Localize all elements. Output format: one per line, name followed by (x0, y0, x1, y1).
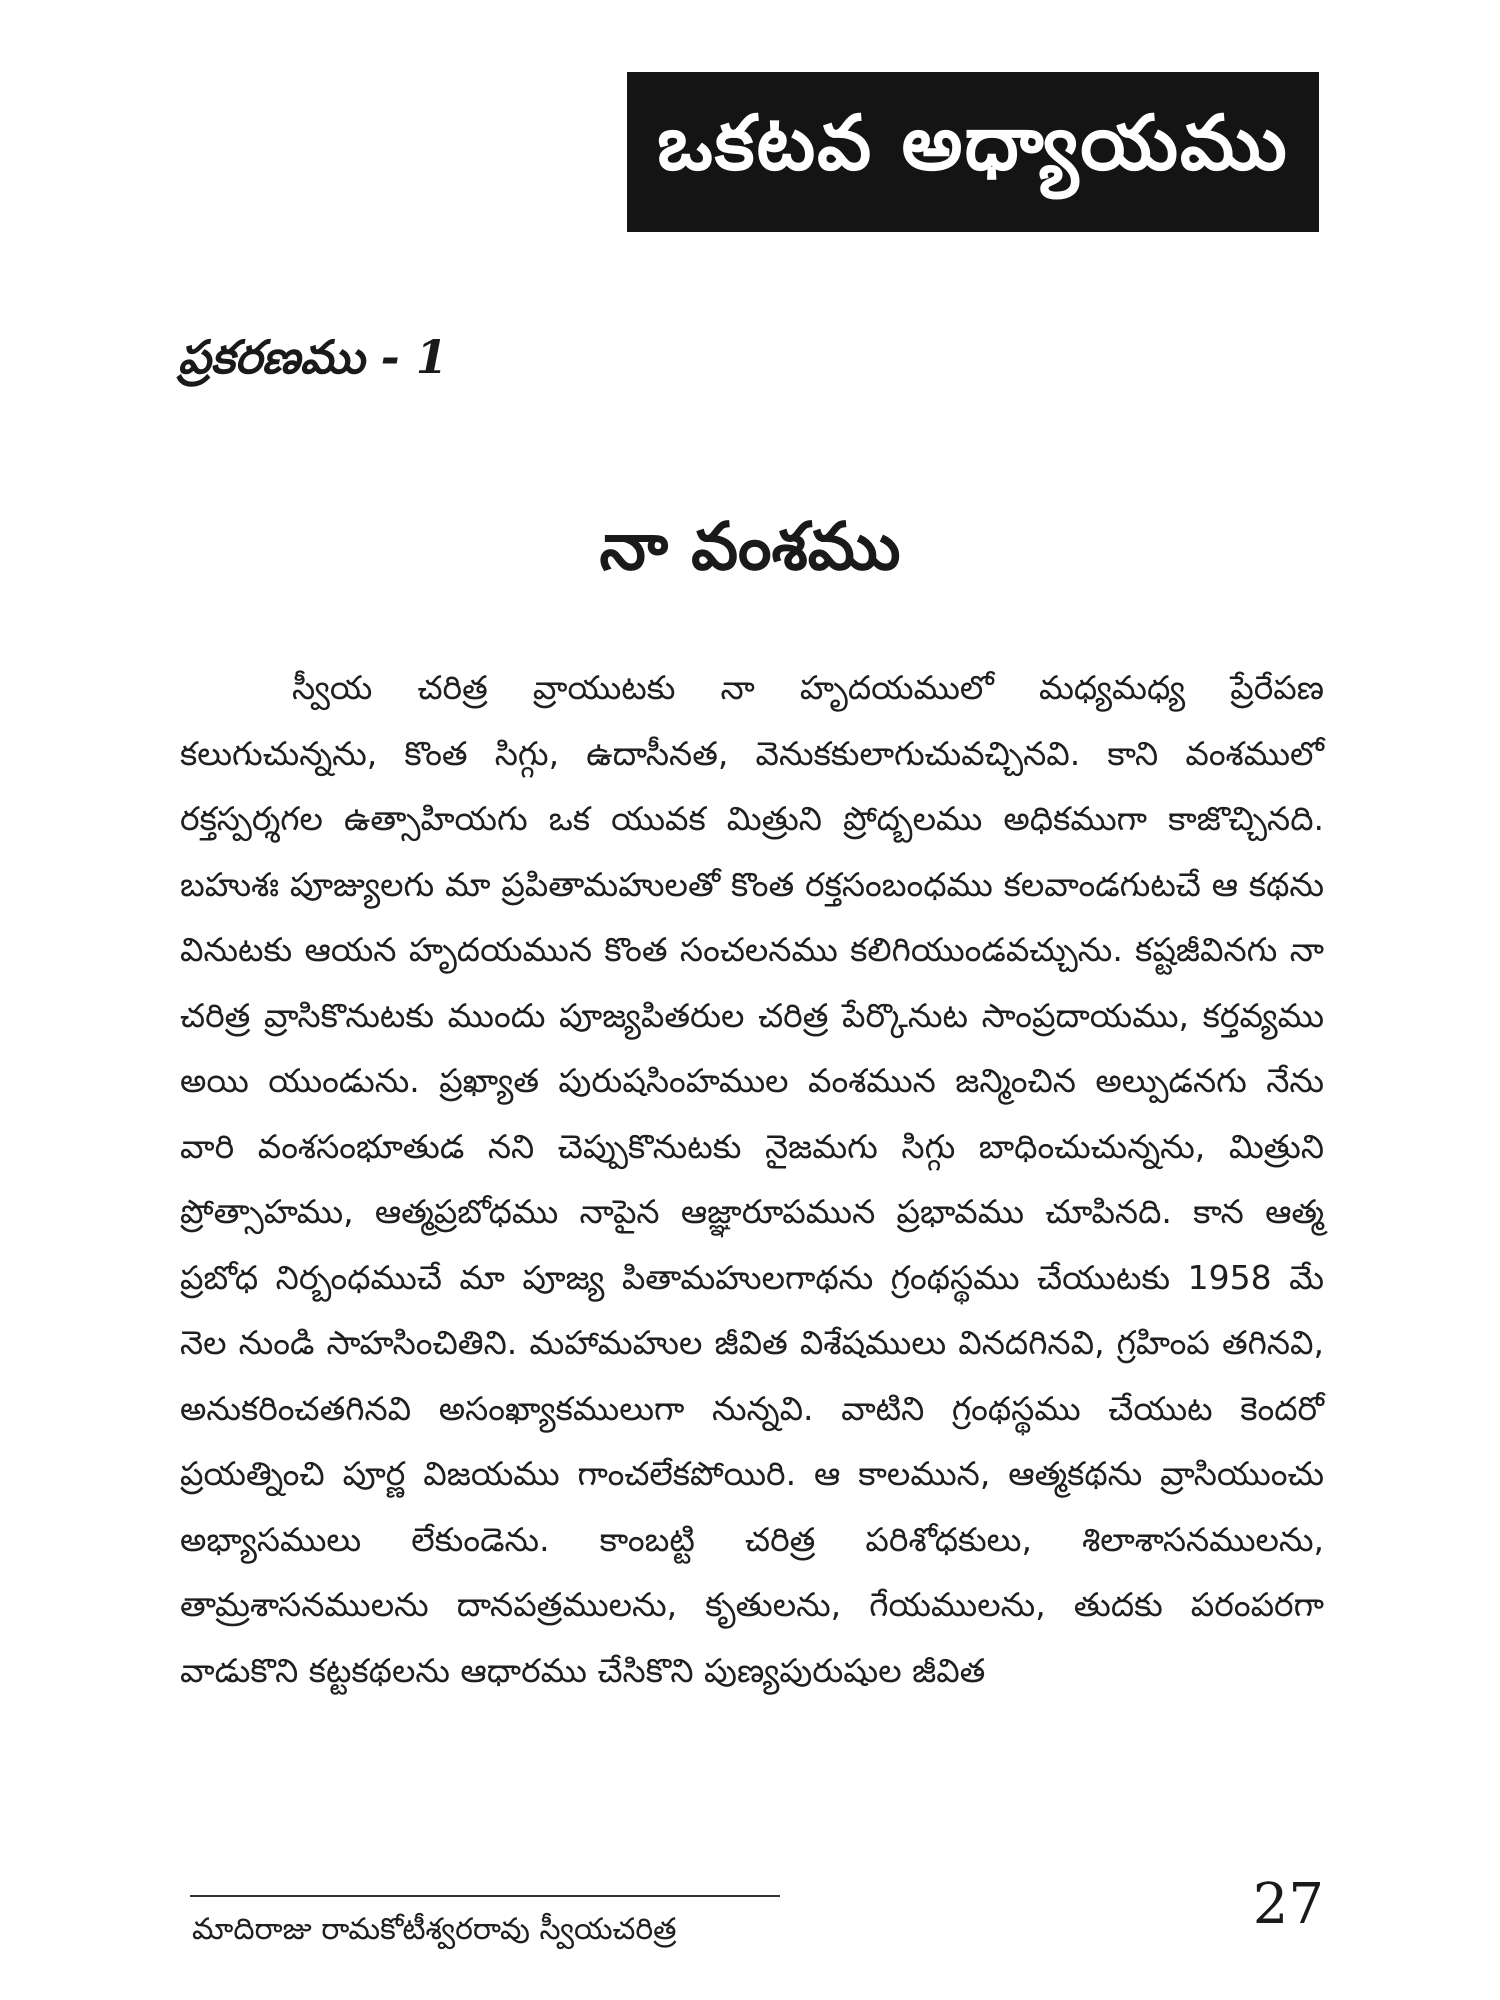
page-number: 27 (1252, 1872, 1324, 1937)
footer-book-title: మాదిరాజు రామకోటీశ్వరరావు స్వీయచరిత్ర (192, 1912, 677, 1947)
footer-divider (190, 1895, 780, 1897)
chapter-banner (627, 72, 1319, 232)
body-paragraph: స్వీయ చరిత్ర వ్రాయుటకు నా హృదయములో మధ్యమధ్య ప్రేరేపణ కలుగుచున్నను, కొంత సిగ్గు, ఉదాసీనత, వెనుకకులాగుచువచ్చినవి. కాని వంశములో రక్తస్పర్శగల ఉత్సాహియగు ఒక యువక మిత్రుని ప్రోద్బలము అధికముగా కాజొచ్చినది. బహుశః పూజ్యులగు మా ప్రపితామహులతో కొంత రక్తసంబంధము కలవాండగుటచే ఆ కథను వినుటకు ఆయన హృదయమున కొంత సంచలనము కలిగియుండవచ్చును. కష్టజీవినగు నా చరిత్ర వ్రాసికొనుటకు ముందు పూజ్యపితరుల చరిత్ర పేర్కొనుట సాంప్రదాయము, కర్తవ్యము అయి యుండును. ప్రఖ్యాత పురుషసింహముల వంశమున జన్మించిన అల్పుడనగు నేను వారి వంశసంభూతుడ నని చెప్పుకొనుటకు నైజమగు సిగ్గు బాధించుచున్నను, మిత్రుని ప్రోత్సాహము, ఆత్మప్రబోధము నాపైన ఆజ్ఞారూపమున ప్రభావము చూపినది. కాన ఆత్మ ప్రబోధ నిర్బంధముచే మా పూజ్య పితామహులగాథను గ్రంథస్థము చేయుటకు 1958 మే నెల నుండి సాహసించితిని. మహామహుల జీవిత విశేషములు వినదగినవి, గ్రహింప తగినవి, అనుకరించతగినవి అసంఖ్యాకములుగా నున్నవి. వాటిని గ్రంథస్థము చేయుట కెందరో ప్రయత్నించి పూర్ణ విజయము గాంచలేకపోయిరి. ఆ కాలమున, ఆత్మకథను వ్రాసియుంచు అభ్యాసములు లేకుండెను. కాంబట్టి చరిత్ర పరిశోధకులు, శిలాశాసనములను, తామ్రశాసనములను దానపత్రములను, కృతులను, గేయములను, తుదకు పరంపరగా వాడుకొని కట్టకథలను ఆధారము చేసికొని పుణ్యపురుషుల జీవిత (180, 668, 1324, 1690)
section-title: నా వంశము (599, 508, 901, 585)
chapter-title: ఒకటవ అధ్యాయము (657, 98, 1289, 187)
section-label: ప్రకరణము - 1 (178, 330, 448, 384)
